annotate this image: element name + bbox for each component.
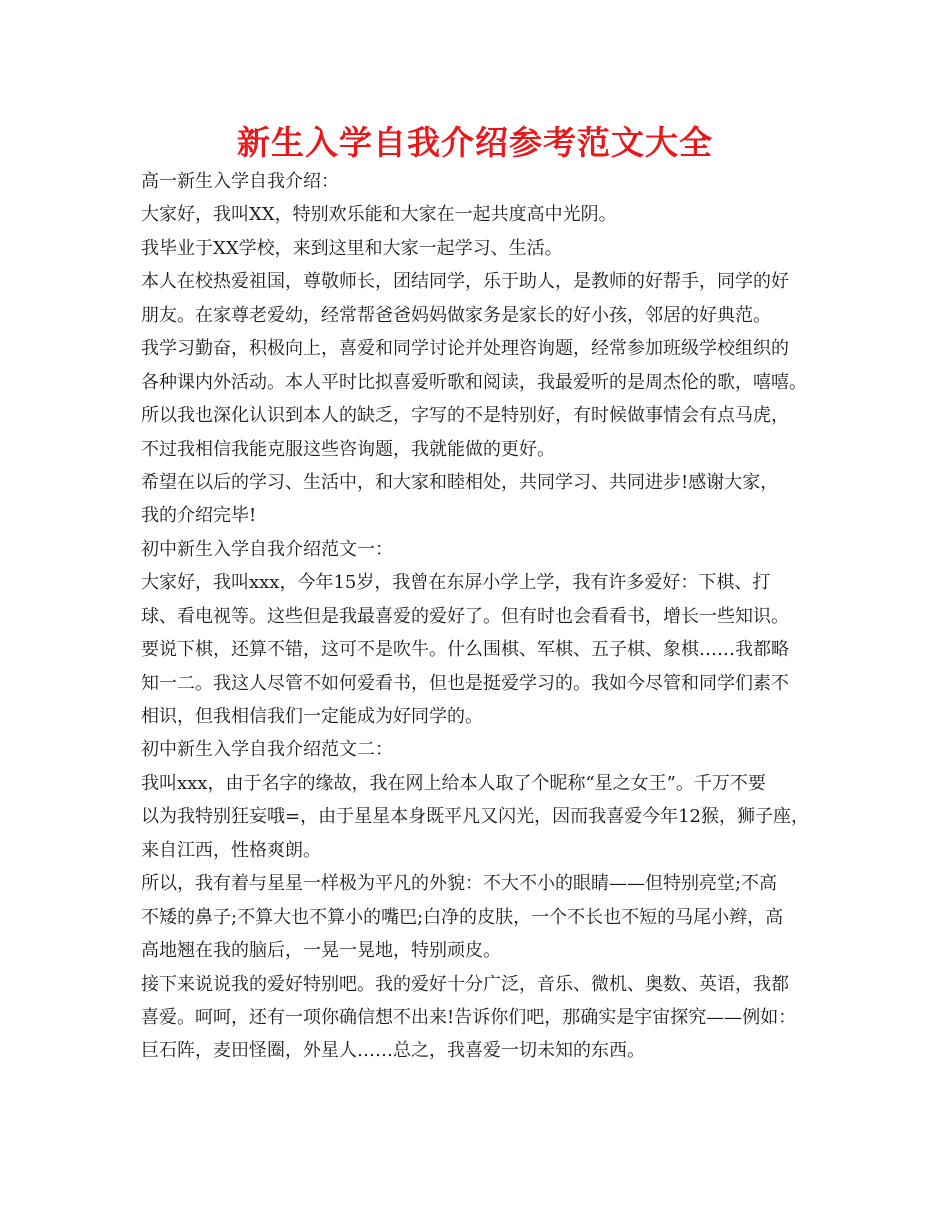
text-line: 我学习勤奋，积极向上，喜爱和同学讨论并处理咨询题，经常参加班级学校组织的: [141, 338, 789, 360]
text-line: 所以，我有着与星星一样极为平凡的外貌：不大不小的眼睛——但特别亮堂;不高: [141, 873, 778, 895]
text-line: 希望在以后的学习、生活中，和大家和睦相处，共同学习、共同进步!感谢大家，: [141, 471, 779, 493]
text-line: 来自江西，性格爽朗。: [141, 839, 321, 861]
text-line: 大家好，我叫xxx，今年15岁，我曾在东屏小学上学，我有许多爱好：下棋、打: [141, 572, 771, 594]
text-line: 球、看电视等。这些但是我最喜爱的爱好了。但有时也会看看书，增长一些知识。: [141, 605, 789, 627]
text-line: 初中新生入学自我介绍范文二：: [141, 739, 393, 761]
text-line: 要说下棋，还算不错，这可不是吹牛。什么围棋、军棋、五子棋、象棋……我都略: [141, 639, 789, 661]
text-line: 我叫xxx，由于名字的缘故，我在网上给本人取了个昵称“星之女王”。千万不要: [141, 772, 766, 794]
text-line: 知一二。我这人尽管不如何爱看书，但也是挺爱学习的。我如今尽管和同学们素不: [141, 672, 789, 694]
text-line: 高一新生入学自我介绍：: [141, 171, 339, 192]
text-line: 朋友。在家尊老爱幼，经常帮爸爸妈妈做家务是家长的好小孩，邻居的好典范。: [141, 304, 771, 326]
text-line: 大家好，我叫XX，特别欢乐能和大家在一起共度高中光阴。: [141, 204, 617, 226]
document-title: 新生入学自我介绍参考范文大全: [237, 123, 713, 162]
text-line: 我毕业于XX学校，来到这里和大家一起学习、生活。: [141, 237, 563, 259]
text-line: 高地翘在我的脑后，一晃一晃地，特别顽皮。: [141, 940, 501, 962]
text-line: 不过我相信我能克服这些咨询题，我就能做的更好。: [141, 438, 555, 460]
text-line: 所以我也深化认识到本人的缺乏，字写的不是特别好，有时候做事情会有点马虎，: [141, 405, 789, 427]
text-line: 初中新生入学自我介绍范文一：: [141, 538, 393, 560]
document-body: [141, 165, 821, 1068]
text-line: 各种课内外活动。本人平时比拟喜爱听歌和阅读，我最爱听的是周杰伦的歌，嘻嘻。: [141, 371, 807, 393]
text-line: 接下来说说我的爱好特别吧。我的爱好十分广泛，音乐、微机、奥数、英语，我都: [141, 973, 789, 995]
text-line: 相识，但我相信我们一定能成为好同学的。: [141, 706, 483, 727]
text-line: 不矮的鼻子;不算大也不算小的嘴巴;白净的皮肤，一个不长也不短的马尾小辫，高: [141, 906, 784, 928]
text-line: 我的介绍完毕!: [141, 505, 257, 527]
text-line: 以为我特别狂妄哦=，由于星星本身既平凡又闪光，因而我喜爱今年12猴，狮子座，: [141, 806, 809, 828]
text-line: 喜爱。呵呵，还有一项你确信想不出来!告诉你们吧，那确实是宇宙探究——例如：: [141, 1006, 797, 1028]
text-line: 巨石阵，麦田怪圈，外星人……总之，我喜爱一切未知的东西。: [141, 1040, 645, 1062]
text-line: 本人在校热爱祖国，尊敬师长，团结同学，乐于助人，是教师的好帮手，同学的好: [141, 271, 789, 293]
